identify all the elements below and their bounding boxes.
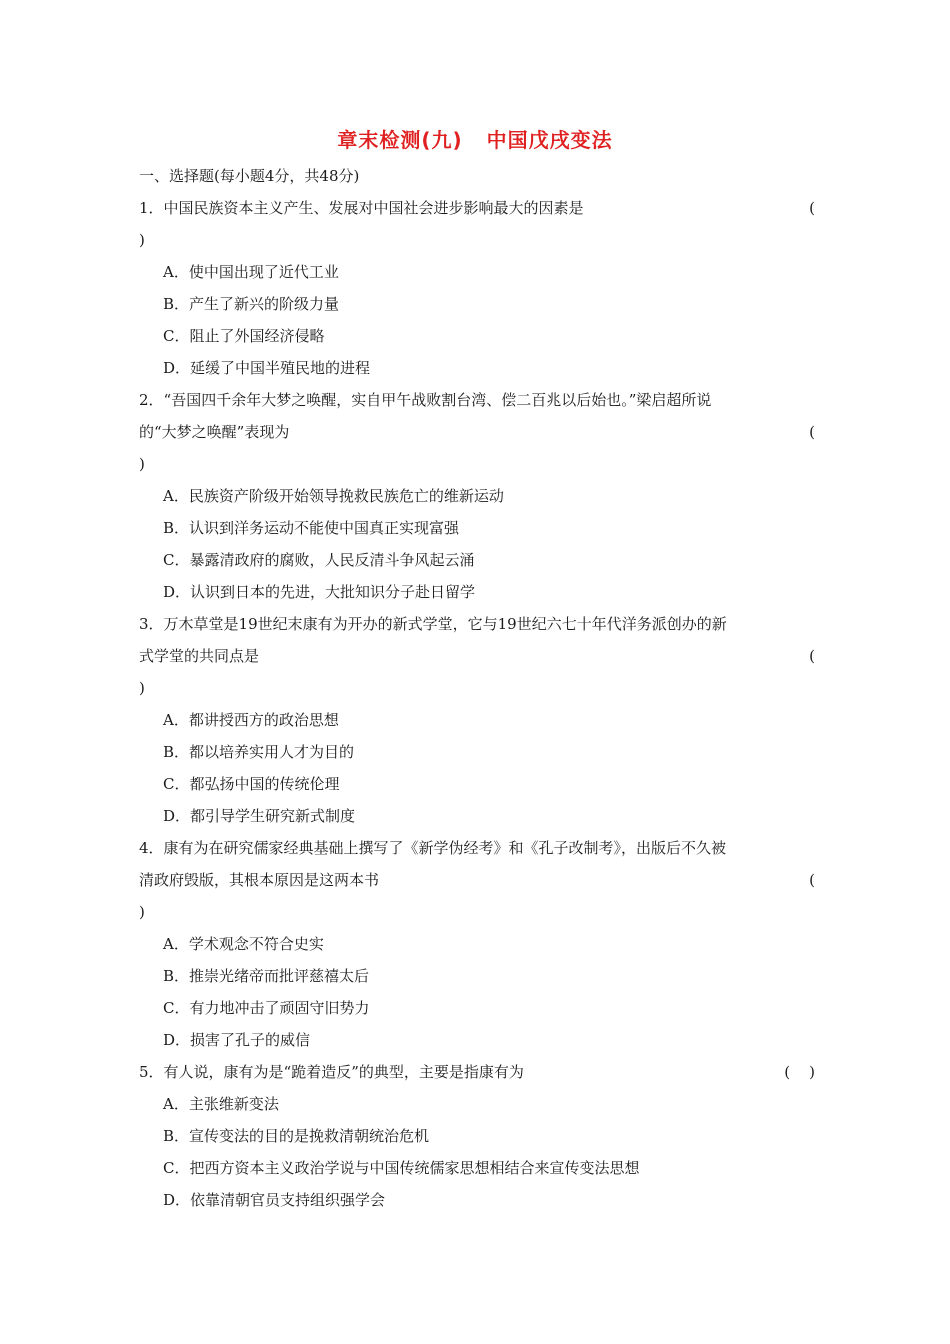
answer-paren-close: )	[139, 679, 145, 697]
question-stem-continued: 清政府毁版，其根本原因是这两本书	[139, 871, 380, 889]
option-a: A．使中国出现了近代工业	[163, 263, 339, 281]
option-b: B．都以培养实用人才为目的	[163, 743, 355, 761]
page-title: 章末检测(九) 中国戊戌变法	[337, 128, 613, 152]
option-c: C．暴露清政府的腐败，人民反清斗争风起云涌	[163, 551, 475, 569]
option-b: B．推崇光绪帝而批评慈禧太后	[163, 967, 370, 985]
question-stem: 4．康有为在研究儒家经典基础上撰写了《新学伪经考》和《孔子改制考》，出版后不久被	[139, 839, 727, 857]
question-3	[139, 608, 815, 832]
answer-paren-close: )	[139, 903, 145, 921]
question-4	[139, 832, 815, 1056]
answer-paren-close: )	[139, 231, 145, 249]
option-d: D．依靠清朝官员支持组织强学会	[163, 1191, 386, 1209]
option-b: B．认识到洋务运动不能使中国真正实现富强	[163, 519, 460, 537]
question-stem: 2．“吾国四千余年大梦之唤醒，实自甲午战败割台湾、偿二百兆以后始也。”梁启超所说	[139, 391, 712, 409]
option-c: C．都弘扬中国的传统伦理	[163, 775, 340, 793]
question-stem-continued: 的“大梦之唤醒”表现为	[139, 423, 290, 441]
question-stem: 5．有人说，康有为是“跪着造反”的典型，主要是指康有为	[139, 1063, 524, 1081]
option-a: A．都讲授西方的政治思想	[163, 711, 339, 729]
question-1	[139, 192, 815, 384]
answer-paren-close: )	[139, 455, 145, 473]
option-c: C．阻止了外国经济侵略	[163, 327, 325, 345]
answer-paren-open: (	[809, 647, 815, 665]
question-5	[139, 1056, 815, 1216]
option-a: A．主张维新变法	[163, 1095, 279, 1113]
question-2	[139, 384, 815, 608]
option-d: D．都引导学生研究新式制度	[163, 807, 356, 825]
question-list	[139, 160, 815, 1216]
answer-paren-open: (	[809, 423, 815, 441]
option-b: B．宣传变法的目的是挽救清朝统治危机	[163, 1127, 430, 1145]
question-stem: 1．中国民族资本主义产生、发展对中国社会进步影响最大的因素是	[139, 199, 584, 217]
answer-paren-open: (	[809, 871, 815, 889]
question-stem-continued: 式学堂的共同点是	[139, 647, 260, 665]
answer-paren-open: (	[809, 199, 815, 217]
option-d: D．认识到日本的先进，大批知识分子赴日留学	[163, 583, 476, 601]
option-a: A．民族资产阶级开始领导挽救民族危亡的维新运动	[163, 487, 504, 505]
option-c: C．把西方资本主义政治学说与中国传统儒家思想相结合来宣传变法思想	[163, 1159, 640, 1177]
answer-paren: ( )	[784, 1063, 815, 1081]
option-b: B．产生了新兴的阶级力量	[163, 295, 340, 313]
option-d: D．延缓了中国半殖民地的进程	[163, 359, 371, 377]
question-stem: 3．万木草堂是19世纪末康有为开办的新式学堂，它与19世纪六七十年代洋务派创办的新	[139, 615, 727, 633]
option-d: D．损害了孔子的威信	[163, 1031, 311, 1049]
option-a: A．学术观念不符合史实	[163, 935, 324, 953]
option-c: C．有力地冲击了顽固守旧势力	[163, 999, 370, 1017]
section-header: 一、选择题(每小题4分，共48分)	[139, 167, 360, 185]
